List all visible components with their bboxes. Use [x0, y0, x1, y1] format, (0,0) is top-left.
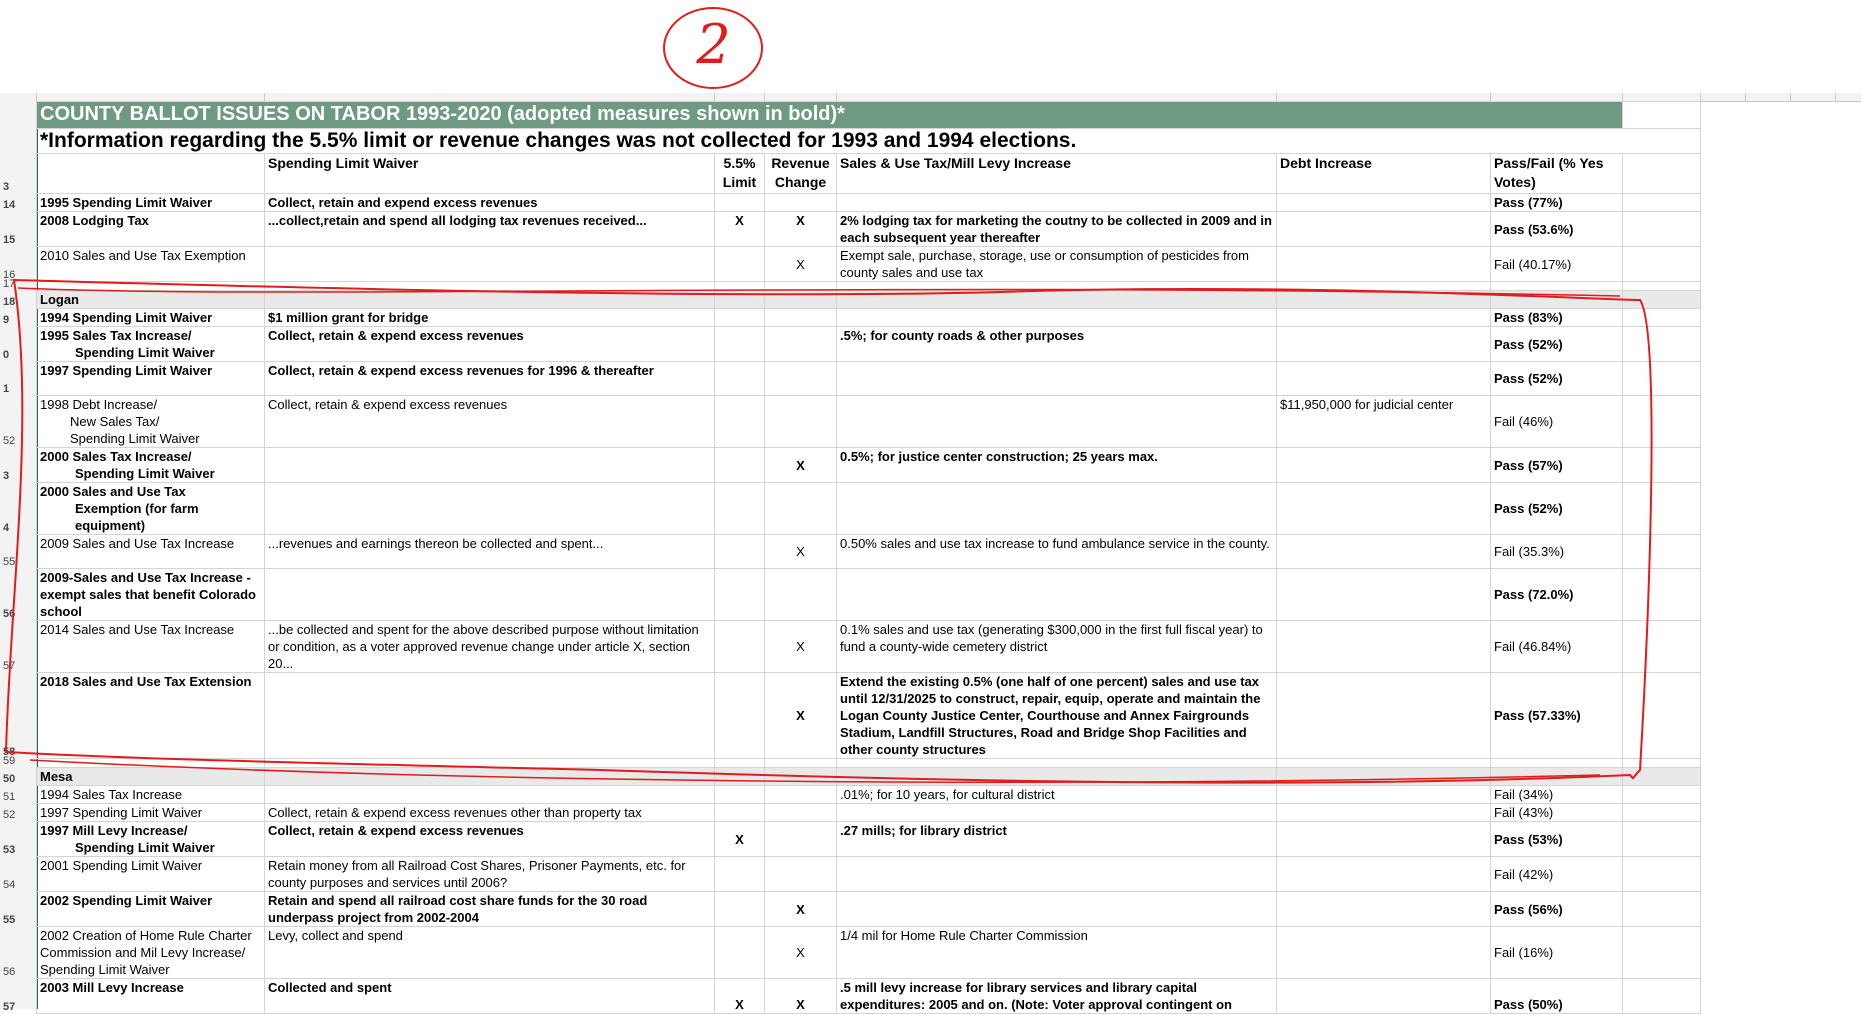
table-row: 1 1997 Spending Limit Waiver Collect, retain & expend excess revenues for 1996 & thereafter Pass (52%) — [37, 362, 1701, 396]
table-row: 57 2014 Sales and Use Tax Increase ...be collected and spent for the above described purpose without limitation or condition, as a voter approved revenue change under article X, section 20... X 0.1% sales and use tax (generating $300,000 in the first full fiscal year) to fund a county-wide cemetery district Fail (46.84%) — [37, 621, 1701, 673]
page-number: 2 — [696, 13, 731, 76]
table-row: 55 2002 Spending Limit Waiver Retain and spend all railroad cost share funds for the 30 road underpass project from 2002-2004 X Pass (56%) — [37, 892, 1701, 927]
header-row: 3 Spending Limit Waiver 5.5% Limit Revenue Change Sales & Use Tax/Mill Levy Increase Debt Increase Pass/Fail (% Yes Votes) — [37, 154, 1701, 194]
table-row: 56 2009-Sales and Use Tax Increase - exempt sales that benefit Colorado school Pass (72.0%) — [37, 569, 1701, 621]
sheet-title[interactable]: COUNTY BALLOT ISSUES ON TABOR 1993-2020 (adopted measures shown in bold)* — [37, 102, 1623, 129]
sheet-subtitle[interactable]: *Information regarding the 5.5% limit or revenue changes was not collected for 1993 and 1994 elections. — [37, 129, 1701, 154]
header-revenue[interactable]: Revenue Change — [765, 154, 837, 194]
table-row: 51 1994 Sales Tax Increase .01%; for 10 years, for cultural district Fail (34%) — [37, 786, 1701, 804]
header-pass[interactable]: Pass/Fail (% Yes Votes) — [1491, 154, 1623, 194]
header-limit[interactable]: 5.5% Limit — [715, 154, 765, 194]
table-row: 57 2003 Mill Levy Increase Collected and spent X X .5 mill levy increase for library services and library capital expenditures: 2005 and on. (Note: Voter approval contingent on Pass (50%) — [37, 979, 1701, 1014]
table-row: 17 — [37, 282, 1701, 291]
table-row: 52 1997 Spending Limit Waiver Collect, retain & expend excess revenues other than property tax Fail (43%) — [37, 804, 1701, 822]
table-row: 14 1995 Spending Limit Waiver Collect, retain and expend excess revenues Pass (77%) — [37, 194, 1701, 212]
table-row: 56 2002 Creation of Home Rule Charter Commission and Mil Levy Increase/ Spending Limit Waiver Levy, collect and spend X 1/4 mil for Home Rule Charter Commission Fail (16%) — [37, 927, 1701, 979]
table-row: 3 2000 Sales Tax Increase/ Spending Limit Waiver X 0.5%; for justice center construction; 25 years max. Pass (57%) — [37, 448, 1701, 483]
title-row — [37, 102, 1701, 129]
table-row: 16 2010 Sales and Use Tax Exemption X Exempt sale, purchase, storage, use or consumption of pesticides from county sales and use tax Fail (40.17%) — [37, 247, 1701, 282]
table-row: 54 2001 Spending Limit Waiver Retain money from all Railroad Cost Shares, Prisoner Payments, etc. for county purposes and services until 2006? Fail (42%) — [37, 857, 1701, 892]
table-row: 4 2000 Sales and Use Tax Exemption (for farm equipment) Pass (52%) — [37, 483, 1701, 535]
subtitle-row — [37, 129, 1701, 154]
table-row: 9 1994 Spending Limit Waiver $1 million grant for bridge Pass (83%) — [37, 309, 1701, 327]
table-row: 59 — [37, 759, 1701, 768]
county-section-mesa: 50 Mesa — [37, 768, 1701, 786]
header-debt[interactable]: Debt Increase — [1277, 154, 1491, 194]
table-row: 52 1998 Debt Increase/ New Sales Tax/ Spending Limit Waiver Collect, retain & expend excess revenues $11,950,000 for judicial center Fail (46%) — [37, 396, 1701, 448]
header-spending[interactable]: Spending Limit Waiver — [265, 154, 715, 194]
handwritten-page-marker — [660, 3, 767, 91]
table-row: 0 1995 Sales Tax Increase/ Spending Limit Waiver Collect, retain & expend excess revenues .5%; for county roads & other purposes Pass (52%) — [37, 327, 1701, 362]
table-row: 53 1997 Mill Levy Increase/ Spending Limit Waiver Collect, retain & expend excess revenues X .27 mills; for library district Pass (53%) — [37, 822, 1701, 857]
county-section-logan: 18 Logan — [37, 291, 1701, 309]
table-row: 15 2008 Lodging Tax ...collect,retain and spend all lodging tax revenues received... X X 2% lodging tax for marketing the coutny to be collected in 2009 and in each subsequent year thereafter Pass (53.6%) — [37, 212, 1701, 247]
header-sales[interactable]: Sales & Use Tax/Mill Levy Increase — [837, 154, 1277, 194]
table-row: 58 2018 Sales and Use Tax Extension X Extend the existing 0.5% (one half of one percent) sales and use tax until 12/31/2025 to construct, repair, equip, operate and maintain the Logan County Justice Center, Courthouse and Annex Fairgrounds Stadium, Landfill Structures, Road and Bridge Shop Facilities and other county structures Pass (57.33%) — [37, 673, 1701, 759]
spreadsheet-grid — [3, 101, 1701, 1014]
table-row: 55 2009 Sales and Use Tax Increase ...revenues and earnings thereon be collected and spent... X 0.50% sales and use tax increase to fund ambulance service in the county. Fail (35.3%) — [37, 535, 1701, 569]
